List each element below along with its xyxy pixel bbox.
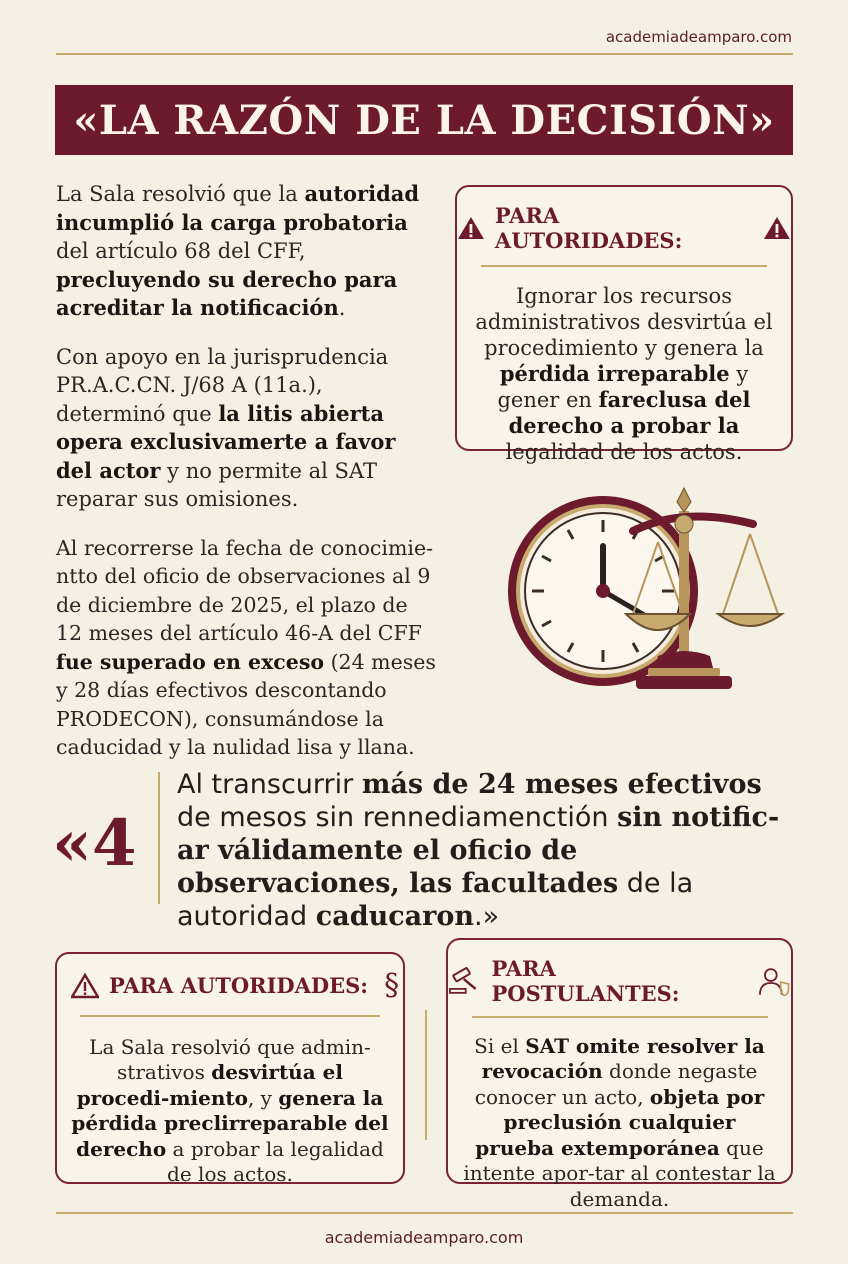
clock-and-scales-illustration <box>508 486 790 704</box>
applicants-box-title: PARA POSTULANTES: <box>491 956 680 1006</box>
applicants-box-body: Si el SAT omite resolver la revocación donde negaste conocer un acto, objeta por preclusión cualquier prueba extemporánea que intente apor-tar al contestar la demanda. <box>463 1033 776 1211</box>
authorities-box-top-divider <box>481 265 767 267</box>
applicants-box-header <box>448 956 791 1006</box>
bottom-divider <box>56 1212 793 1214</box>
authorities-box-bottom-body: La Sala resolvió que admin-strativos desvirtúa el procedi-miento, y genera la pérdida preclirreparable del derecho a probar la legalidad de los actos. <box>71 1034 389 1186</box>
top-divider <box>56 53 793 55</box>
column-divider <box>425 1010 427 1140</box>
top-site-url[interactable]: academiadeamparo.com <box>605 28 792 46</box>
authorities-box-top <box>455 185 793 464</box>
paragraph-1: La Sala resolvió que la autoridad incumplió la carga probatoria del artículo 68 del CFF, precluyendo su derecho para acreditar la notificación. <box>56 181 420 320</box>
quote-marker: «4 <box>52 806 137 881</box>
authorities-box-bottom-divider <box>80 1015 380 1017</box>
warning-icon <box>763 215 791 241</box>
warning-icon <box>71 973 99 999</box>
paragraph-3: Al recorrerse la fecha de conocimie-ntto del oficio de observaciones al 9 de diciembre de 2025, el plazo de 12 meses del artículo 46-A del CFF fue superado en exceso (24 meses y 28 días efectivos descontando PRODECON), consumándose la caducidad y la nulidad lisa y llana. <box>56 535 436 759</box>
quote-bar <box>158 772 160 904</box>
applicants-box <box>446 938 793 1211</box>
authorities-box-bottom-header <box>57 968 403 1003</box>
gavel-icon <box>448 967 482 995</box>
authorities-box-top-body: Ignorar los recursos administrativos desvirtúa el procedimiento y genera la pérdida irreparable y gener en fareclusa del derecho a probar la legalidad de los actos. <box>475 283 773 464</box>
authorities-box-bottom <box>55 952 405 1184</box>
page-title-banner: «LA RAZÓN DE LA DECISIÓN» <box>55 85 793 155</box>
lawyer-shield-icon <box>757 966 791 996</box>
applicants-box-divider <box>472 1016 768 1018</box>
authorities-box-top-header <box>457 203 791 253</box>
warning-icon <box>457 215 485 241</box>
authorities-box-top-title: PARA AUTORIDADES: <box>494 203 683 253</box>
pull-quote: Al transcurrir más de 24 meses efectivos de mesos sin rennediamenctión sin notific-ar válidamente el oficio de observaciones, las facultades de la autoridad caducaron.» <box>177 769 780 932</box>
paragraph-2: Con apoyo en la jurisprudencia PR.A.C.CN. J/68 A (11a.), determinó que la litis abierta opera exclusivamerte a favor del actor y no permite al SAT reparar sus omisiones. <box>56 344 396 511</box>
bottom-site-url[interactable]: academiadeamparo.com <box>324 1228 524 1247</box>
left-column <box>56 180 436 782</box>
section-sign-icon: § <box>384 968 400 1003</box>
authorities-box-bottom-title: PARA AUTORIDADES: <box>109 973 369 998</box>
